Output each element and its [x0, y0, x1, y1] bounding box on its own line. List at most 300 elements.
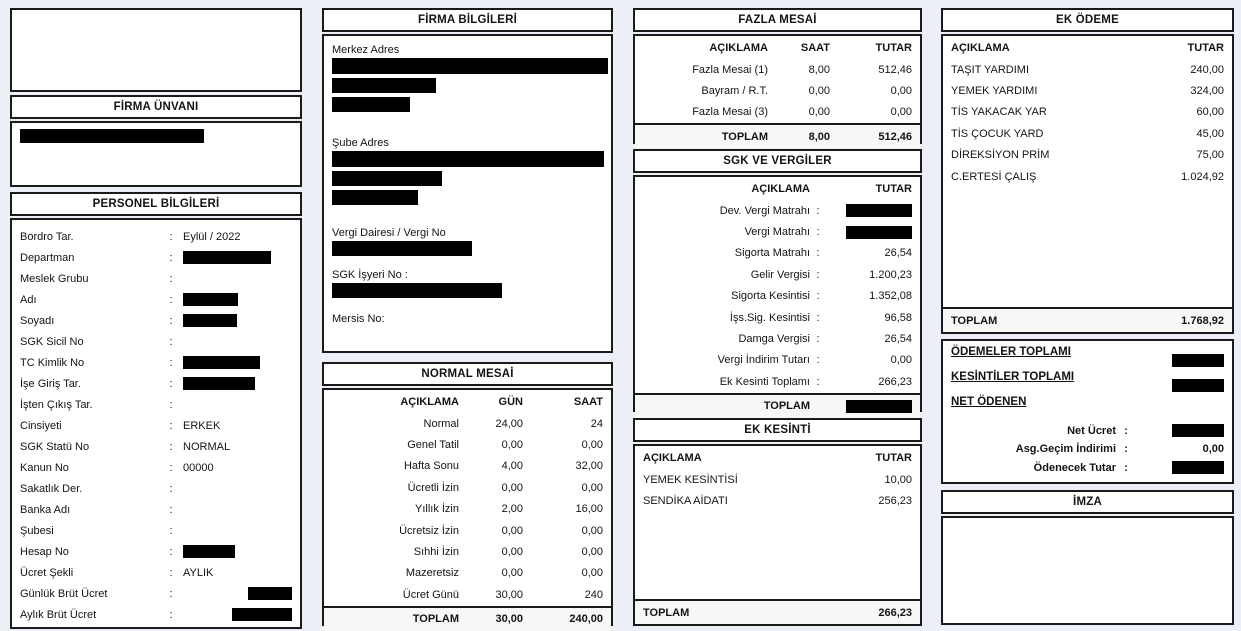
colon: :	[816, 247, 820, 260]
personnel-row	[20, 604, 292, 625]
personnel-row	[20, 415, 292, 436]
table-row	[635, 102, 920, 123]
cell-value: 2,00	[501, 503, 523, 516]
company-fields	[332, 44, 603, 325]
row-label: Hafta Sonu	[403, 460, 459, 473]
total-label: TOPLAM	[763, 400, 810, 413]
cell-value: 75,00	[1196, 149, 1224, 162]
table-row	[635, 328, 920, 349]
company-field	[332, 137, 603, 227]
table-row	[635, 200, 920, 221]
row-label: C.ERTESİ ÇALIŞ	[951, 170, 1037, 183]
cell-value: 1.024,92	[1181, 170, 1224, 183]
personnel-row	[20, 478, 292, 499]
field-label: SGK Statü No	[20, 440, 90, 453]
cell-value: 0,00	[890, 354, 912, 367]
field-value	[177, 587, 292, 600]
personnel-row	[20, 352, 292, 373]
colon: :	[816, 333, 820, 346]
field-label: Günlük Brüt Ücret	[20, 587, 108, 600]
normal-work-table	[322, 388, 613, 626]
summary-heading	[951, 346, 1224, 371]
cell-value: 4,00	[501, 460, 523, 473]
cell-value: 0,00	[581, 546, 603, 559]
redaction-bar	[183, 545, 235, 558]
redaction-bar	[332, 58, 608, 74]
colon: :	[169, 524, 173, 537]
cell-value: 256,23	[878, 495, 912, 508]
row-label: TAŞIT YARDIMI	[951, 63, 1030, 76]
total-value: 512,46	[878, 130, 912, 143]
redaction-bar	[183, 251, 271, 264]
field-value	[177, 545, 292, 558]
table-row	[635, 264, 920, 285]
personnel-row	[20, 583, 292, 604]
cell-value: 0,00	[501, 524, 523, 537]
cell-value: 240	[584, 588, 603, 601]
row-label: İşs.Sig. Kesintisi	[729, 311, 810, 324]
personnel-row	[20, 541, 292, 562]
field-label: Ödenecek Tutar	[1033, 461, 1116, 474]
field-value	[177, 377, 292, 390]
column-header: AÇIKLAMA	[951, 41, 1010, 54]
summary-heading-label: NET ÖDENEN	[951, 396, 1027, 409]
redaction-row	[1172, 379, 1224, 392]
table-row	[635, 350, 920, 371]
table-row	[635, 469, 920, 490]
column-header: TUTAR	[875, 451, 912, 464]
table-row	[324, 434, 611, 455]
company-column	[322, 8, 613, 626]
colon: :	[169, 419, 173, 432]
cell-value: 10,00	[884, 473, 912, 486]
cell-value: 60,00	[1196, 106, 1224, 119]
table-row	[943, 102, 1232, 123]
table-row	[943, 80, 1232, 101]
table-row	[943, 123, 1232, 144]
company-field	[332, 313, 603, 325]
colon: :	[169, 335, 173, 348]
table-row	[324, 499, 611, 520]
payments-column	[941, 8, 1234, 625]
field-label: Meslek Grubu	[20, 272, 89, 285]
total-row	[635, 123, 920, 148]
logo-box	[10, 8, 302, 92]
redaction-bar	[332, 241, 472, 256]
colon: :	[169, 230, 173, 243]
redaction-row	[332, 78, 603, 93]
field-label: Soyadı	[20, 314, 55, 327]
redaction-bar	[248, 587, 292, 600]
field-label: Net Ücret	[1067, 424, 1116, 437]
total-value: 8,00	[808, 130, 830, 143]
summary-heading-label: ÖDEMELER TOPLAMI	[951, 346, 1071, 358]
row-label: YEMEK YARDIMI	[951, 85, 1038, 98]
spacer	[635, 512, 920, 599]
colon: :	[816, 290, 820, 303]
table-header-row	[635, 36, 920, 59]
cell-value: 324,00	[1190, 85, 1224, 98]
summary-row	[951, 421, 1224, 440]
column-header: AÇIKLAMA	[643, 451, 702, 464]
sgk-taxes-table	[633, 175, 922, 412]
table-row	[324, 563, 611, 584]
company-title-header: FİRMA ÜNVANI	[10, 95, 302, 119]
total-row	[324, 606, 611, 631]
row-label: Dev. Vergi Matrahı	[719, 204, 810, 217]
colon: :	[816, 204, 820, 217]
totals-summary	[941, 339, 1234, 484]
row-label: Sigorta Matrahı	[734, 247, 810, 260]
column-header: AÇIKLAMA	[709, 41, 768, 54]
row-label: Ücretli İzin	[407, 481, 459, 494]
summary-heading	[951, 396, 1224, 421]
row-label: Bayram / R.T.	[701, 85, 768, 98]
redaction-bar	[846, 204, 912, 217]
row-label: Genel Tatil	[407, 439, 459, 452]
table-row	[943, 166, 1232, 187]
total-label: TOPLAM	[412, 613, 459, 626]
total-value: 30,00	[495, 613, 523, 626]
extra-deductions-header: EK KESİNTİ	[633, 418, 922, 442]
overtime-header: FAZLA MESAİ	[633, 8, 922, 32]
row-label: Ücretsiz İzin	[399, 524, 459, 537]
cell-value: 240,00	[1190, 63, 1224, 76]
sgk-taxes-header: SGK VE VERGİLER	[633, 149, 922, 173]
redaction-bar	[846, 400, 912, 413]
company-title-content	[10, 121, 302, 187]
colon: :	[169, 293, 173, 306]
personnel-row	[20, 331, 292, 352]
row-label: Normal	[423, 417, 459, 430]
colon: :	[816, 311, 820, 324]
personnel-row	[20, 310, 292, 331]
company-field	[332, 44, 603, 137]
row-label: Yıllık İzin	[414, 503, 459, 516]
row-label: TİS ÇOCUK YARD	[951, 127, 1044, 140]
cell-value: 0,00	[501, 481, 523, 494]
field-label: Adı	[20, 293, 37, 306]
row-label: Ek Kesinti Toplamı	[719, 375, 810, 388]
cell-value: 0,00	[501, 546, 523, 559]
row-label: SENDİKA AİDATI	[643, 495, 728, 508]
company-info-header: FİRMA BİLGİLERİ	[322, 8, 613, 32]
row-label: Gelir Vergisi	[750, 268, 810, 281]
personnel-info-header: PERSONEL BİLGİLERİ	[10, 192, 302, 216]
field-label: İşten Çıkış Tar.	[20, 398, 93, 411]
field-value	[177, 251, 292, 264]
field-label: Mersis No:	[332, 313, 385, 325]
redaction-bar	[183, 293, 238, 306]
cell-value	[826, 226, 912, 239]
extra-payments-table	[941, 34, 1234, 334]
personnel-row	[20, 499, 292, 520]
redaction-bar	[1172, 424, 1224, 437]
cell-value: 45,00	[1196, 127, 1224, 140]
colon: :	[169, 251, 173, 264]
field-value: 00000	[183, 461, 214, 474]
colon: :	[1124, 461, 1128, 474]
total-value: 266,23	[878, 606, 912, 619]
normal-work-header: NORMAL MESAİ	[322, 362, 613, 386]
row-label: YEMEK KESİNTİSİ	[643, 473, 738, 486]
cell-value: 266,23	[878, 375, 912, 388]
table-header-row	[943, 36, 1232, 59]
field-label: Bordro Tar.	[20, 230, 74, 243]
colon: :	[169, 482, 173, 495]
total-value: 240,00	[569, 613, 603, 626]
total-row	[635, 393, 920, 418]
cell-value: 0,00	[581, 567, 603, 580]
table-row	[635, 59, 920, 80]
redaction-row	[332, 241, 603, 256]
cell-value: 96,58	[884, 311, 912, 324]
overtime-table	[633, 34, 922, 144]
colon: :	[169, 377, 173, 390]
colon: :	[169, 314, 173, 327]
colon: :	[1124, 443, 1128, 456]
field-label: Vergi Dairesi / Vergi No	[332, 227, 446, 239]
summary-row	[951, 458, 1224, 477]
field-value	[1136, 424, 1224, 437]
cell-value: 1.352,08	[869, 290, 912, 303]
personnel-row	[20, 247, 292, 268]
row-label: Sıhhi İzin	[413, 546, 459, 559]
redaction-bar	[183, 377, 255, 390]
redaction-bar	[332, 190, 418, 205]
redaction-row	[332, 97, 603, 112]
cell-value: 512,46	[878, 63, 912, 76]
redaction-bar	[232, 608, 292, 621]
company-field	[332, 269, 603, 313]
colon: :	[169, 566, 173, 579]
field-label: TC Kimlik No	[20, 356, 85, 369]
colon: :	[169, 272, 173, 285]
field-label: Hesap No	[20, 545, 69, 558]
field-label: Şubesi	[20, 524, 54, 537]
cell-value: 24	[590, 417, 603, 430]
column-header: TUTAR	[1187, 41, 1224, 54]
field-label: Banka Adı	[20, 503, 71, 516]
personnel-rows	[20, 226, 292, 625]
colon: :	[169, 503, 173, 516]
row-label: DİREKSİYON PRİM	[951, 149, 1050, 162]
total-label: TOPLAM	[951, 314, 998, 327]
summary-heading-label: KESİNTİLER TOPLAMI	[951, 371, 1075, 384]
cell-value: 8,00	[808, 63, 830, 76]
row-label: Vergi İndirim Tutarı	[717, 354, 810, 367]
row-label: Mazeretsiz	[405, 567, 459, 580]
table-row	[635, 371, 920, 392]
colon: :	[816, 226, 820, 239]
redaction-bar	[20, 129, 204, 143]
field-label: Cinsiyeti	[20, 419, 62, 432]
cell-value: 1.200,23	[869, 268, 912, 281]
table-row	[635, 80, 920, 101]
colon: :	[1124, 424, 1128, 437]
total-value	[826, 400, 912, 413]
spacer	[943, 187, 1232, 307]
column-header: SAAT	[800, 41, 830, 54]
table-row	[635, 221, 920, 242]
personnel-row	[20, 562, 292, 583]
company-info-content	[322, 34, 613, 353]
total-row	[943, 307, 1232, 332]
cell-value: 0,00	[501, 567, 523, 580]
redaction-row	[332, 58, 603, 74]
field-value	[177, 356, 292, 369]
table-header-row	[635, 177, 920, 200]
redaction-bar	[332, 151, 604, 167]
field-value: Eylül / 2022	[183, 230, 241, 243]
redaction-bar	[332, 78, 436, 93]
total-label: TOPLAM	[721, 130, 768, 143]
field-label: SGK Sicil No	[20, 335, 84, 348]
redaction-bar	[1172, 379, 1224, 392]
redaction-row	[332, 283, 603, 298]
column-header: TUTAR	[875, 182, 912, 195]
row-label: Fazla Mesai (3)	[692, 106, 768, 119]
colon: :	[816, 354, 820, 367]
table-row	[324, 477, 611, 498]
extra-deductions-table	[633, 444, 922, 626]
cell-value: 0,00	[581, 439, 603, 452]
colon: :	[169, 398, 173, 411]
table-row	[635, 286, 920, 307]
field-label: Merkez Adres	[332, 44, 400, 56]
cell-value: 0,00	[890, 106, 912, 119]
redaction-bar	[846, 226, 912, 239]
row-label: Damga Vergisi	[738, 333, 810, 346]
field-label: Aylık Brüt Ücret	[20, 608, 97, 621]
cell-value: 0,00	[808, 85, 830, 98]
redaction-bar	[183, 356, 260, 369]
field-label: Departman	[20, 251, 75, 264]
row-label: Ücret Günü	[402, 588, 459, 601]
table-row	[943, 59, 1232, 80]
redaction-bar	[1172, 354, 1224, 367]
cell-value: 0,00	[890, 85, 912, 98]
signature-box	[941, 516, 1234, 625]
row-label: Fazla Mesai (1)	[692, 63, 768, 76]
colon: :	[816, 375, 820, 388]
summary-row	[951, 440, 1224, 459]
company-field	[332, 227, 603, 269]
field-value: AYLIK	[183, 566, 214, 579]
personnel-row	[20, 268, 292, 289]
overtime-tax-column	[633, 8, 922, 626]
cell-value: 26,54	[884, 247, 912, 260]
table-row	[635, 307, 920, 328]
cell-value: 0,00	[808, 106, 830, 119]
column-header: TUTAR	[875, 41, 912, 54]
colon: :	[169, 356, 173, 369]
redaction-bar	[332, 97, 410, 112]
table-row	[324, 541, 611, 562]
table-row	[324, 520, 611, 541]
total-row	[635, 599, 920, 624]
column-header: GÜN	[498, 395, 523, 408]
redaction-bar	[332, 171, 442, 186]
personnel-row	[20, 457, 292, 478]
redaction-row	[332, 171, 603, 186]
cell-value: 30,00	[495, 588, 523, 601]
field-label: Ücret Şekli	[20, 566, 74, 579]
cell-value: 0,00	[501, 439, 523, 452]
personnel-row	[20, 394, 292, 415]
column-header: AÇIKLAMA	[751, 182, 810, 195]
field-value	[177, 608, 292, 621]
cell-value: 32,00	[575, 460, 603, 473]
field-value	[177, 293, 292, 306]
cell-value: 26,54	[884, 333, 912, 346]
colon: :	[169, 440, 173, 453]
field-value: ERKEK	[183, 419, 221, 432]
row-label: TİS YAKACAK YAR	[951, 106, 1047, 119]
cell-value: 0,00	[581, 524, 603, 537]
cell-value: 0,00	[581, 481, 603, 494]
table-row	[635, 490, 920, 511]
cell-value: 16,00	[575, 503, 603, 516]
personnel-row	[20, 289, 292, 310]
field-value: 0,00	[1202, 443, 1224, 456]
total-label: TOPLAM	[643, 606, 690, 619]
row-label: Sigorta Kesintisi	[731, 290, 810, 303]
redaction-row	[1172, 354, 1224, 367]
colon: :	[169, 587, 173, 600]
colon: :	[169, 461, 173, 474]
cell-value: 24,00	[495, 417, 523, 430]
personnel-row	[20, 520, 292, 541]
table-header-row	[324, 390, 611, 413]
field-value	[1136, 461, 1224, 474]
total-value: 1.768,92	[1181, 314, 1224, 327]
table-row	[943, 145, 1232, 166]
table-row	[324, 413, 611, 434]
column-header: SAAT	[573, 395, 603, 408]
field-label: İşe Giriş Tar.	[20, 377, 81, 390]
field-label: Asg.Geçim İndirimi	[1015, 443, 1116, 456]
personnel-row	[20, 436, 292, 457]
field-label: Şube Adres	[332, 137, 389, 149]
table-header-row	[635, 446, 920, 469]
field-label: SGK İşyeri No :	[332, 269, 408, 281]
colon: :	[169, 545, 173, 558]
personnel-row	[20, 226, 292, 247]
personnel-row	[20, 373, 292, 394]
redaction-bar	[332, 283, 502, 298]
table-row	[324, 584, 611, 605]
colon: :	[169, 608, 173, 621]
field-label: Sakatlık Der.	[20, 482, 83, 495]
field-value	[177, 314, 292, 327]
summary-heading	[951, 371, 1224, 396]
redaction-row	[332, 190, 603, 205]
field-value: NORMAL	[183, 440, 231, 453]
signature-header: İMZA	[941, 490, 1234, 514]
column-header: AÇIKLAMA	[400, 395, 459, 408]
redaction-bar	[1172, 461, 1224, 474]
redaction-row	[332, 151, 603, 167]
personnel-info-content	[10, 218, 302, 629]
extra-payments-header: EK ÖDEME	[941, 8, 1234, 32]
redaction-bar	[183, 314, 237, 327]
table-row	[324, 456, 611, 477]
row-label: Vergi Matrahı	[744, 226, 810, 239]
left-column	[10, 8, 302, 629]
cell-value	[826, 204, 912, 217]
field-label: Kanun No	[20, 461, 69, 474]
